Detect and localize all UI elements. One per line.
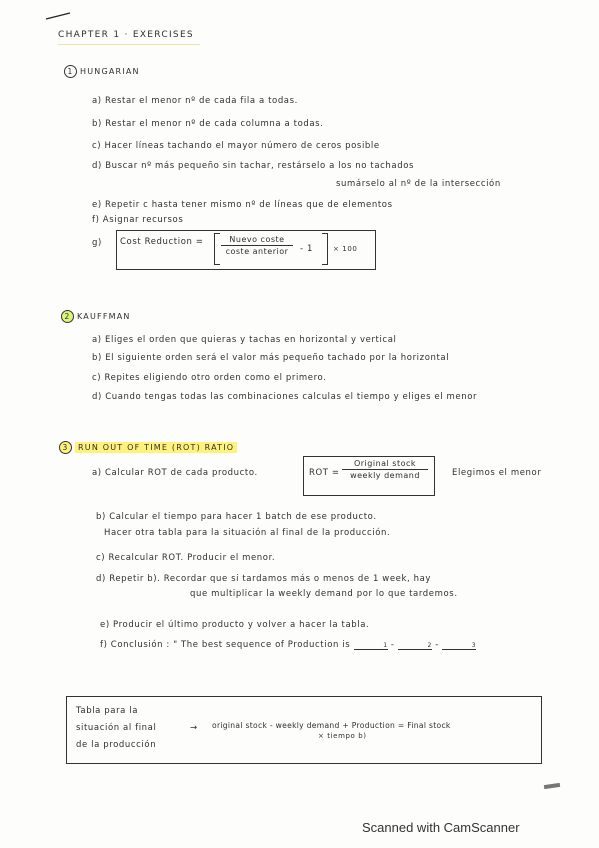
rot-step-e: e) Producir el último producto y volver a hacer la tabla.	[100, 620, 370, 630]
rot-step-f-text: f) Conclusión : " The best sequence of Production is	[100, 640, 351, 650]
pen-stroke-mark	[44, 10, 74, 22]
section-number-2: 2	[61, 310, 74, 323]
kauffman-step-a: a) Eliges el orden que quieras y tachas en horizontal y vertical	[92, 335, 397, 345]
final-table-label-line2: situación al final	[76, 723, 157, 733]
hungarian-step-d-line2: sumárselo al nº de la intersección	[336, 179, 501, 189]
edge-smudge-mark	[544, 783, 560, 789]
kauffman-step-d: d) Cuando tengas todas las combinaciones calculas el tiempo y eliges el menor	[92, 392, 478, 402]
sequence-blank-1: 1	[354, 642, 388, 650]
rot-fraction-numerator: Original stock	[342, 459, 428, 470]
section-rot-label: RUN OUT OF TIME (ROT) RATIO	[75, 442, 237, 453]
final-table-arrow: →	[190, 723, 198, 733]
section-rot-title	[59, 441, 237, 454]
hungarian-step-b: b) Restar el menor nº de cada columna a todas.	[92, 119, 324, 129]
fraction-numerator: Nuevo coste	[221, 235, 293, 246]
rot-step-d-line1: d) Repetir b). Recordar que si tardamos más o menos de 1 week, hay	[96, 574, 432, 584]
cost-reduction-lhs: Cost Reduction =	[120, 237, 204, 247]
hungarian-step-a: a) Restar el menor nº de cada fila a todas.	[92, 96, 298, 106]
kauffman-step-c: c) Repites eligiendo otro orden como el primero.	[92, 373, 327, 383]
chapter-underline	[58, 44, 200, 45]
cost-reduction-minus-one: - 1	[300, 244, 313, 254]
sequence-blank-3: 3	[442, 642, 476, 650]
chapter-title: CHAPTER 1 · EXERCISES	[58, 30, 194, 40]
hungarian-step-d-line1: d) Buscar nº más pequeño sin tachar, restárselo a los no tachados	[92, 161, 415, 171]
hungarian-step-e: e) Repetir c hasta tener mismo nº de líneas que de elementos	[92, 200, 393, 210]
final-table-label-line3: de la producción	[76, 740, 157, 750]
rot-step-f: f) Conclusión : " The best sequence of Production is 1 - 2 - 3	[100, 640, 477, 650]
rot-step-c: c) Recalcular ROT. Producir el menor.	[96, 553, 276, 563]
rot-fraction	[342, 459, 428, 480]
section-number-1: 1	[64, 65, 77, 78]
hungarian-step-c: c) Hacer líneas tachando el mayor número de ceros posible	[92, 141, 380, 151]
fraction-denominator: coste anterior	[225, 247, 289, 256]
sequence-blank-2: 2	[398, 642, 432, 650]
rot-step-b-line2: Hacer otra tabla para la situación al final de la producción.	[104, 528, 391, 538]
section-number-3: 3	[59, 441, 72, 454]
section-hungarian-title	[64, 65, 140, 78]
section-kauffman-label: KAUFFMAN	[77, 312, 131, 321]
section-hungarian-label: HUNGARIAN	[80, 67, 140, 76]
hungarian-step-g-label: g)	[92, 238, 102, 248]
bracket-right	[322, 233, 328, 265]
camscanner-watermark: Scanned with CamScanner	[362, 820, 520, 835]
rot-step-b-line1: b) Calcular el tiempo para hacer 1 batch de ese producto.	[96, 512, 377, 522]
final-table-label-line1: Tabla para la	[76, 706, 139, 716]
cost-reduction-fraction	[221, 235, 293, 256]
rot-step-a: a) Calcular ROT de cada producto.	[92, 468, 258, 478]
section-kauffman-title	[61, 310, 131, 323]
final-table-formula-line2: × tiempo b)	[318, 732, 367, 740]
rot-formula-lhs: ROT =	[309, 468, 340, 478]
hungarian-step-f: f) Asignar recursos	[92, 215, 184, 225]
rot-fraction-denominator: weekly demand	[350, 471, 420, 480]
kauffman-step-b: b) El siguiente orden será el valor más pequeño tachado por la horizontal	[92, 353, 450, 363]
rot-step-d-line2: que multiplicar la weekly demand por lo que tardemos.	[190, 589, 458, 599]
cost-reduction-times-100: × 100	[333, 245, 358, 253]
final-table-formula-line1: original stock - weekly demand + Production = Final stock	[212, 721, 451, 730]
rot-step-a-tail: Elegimos el menor	[452, 468, 542, 478]
bracket-left	[214, 233, 220, 265]
